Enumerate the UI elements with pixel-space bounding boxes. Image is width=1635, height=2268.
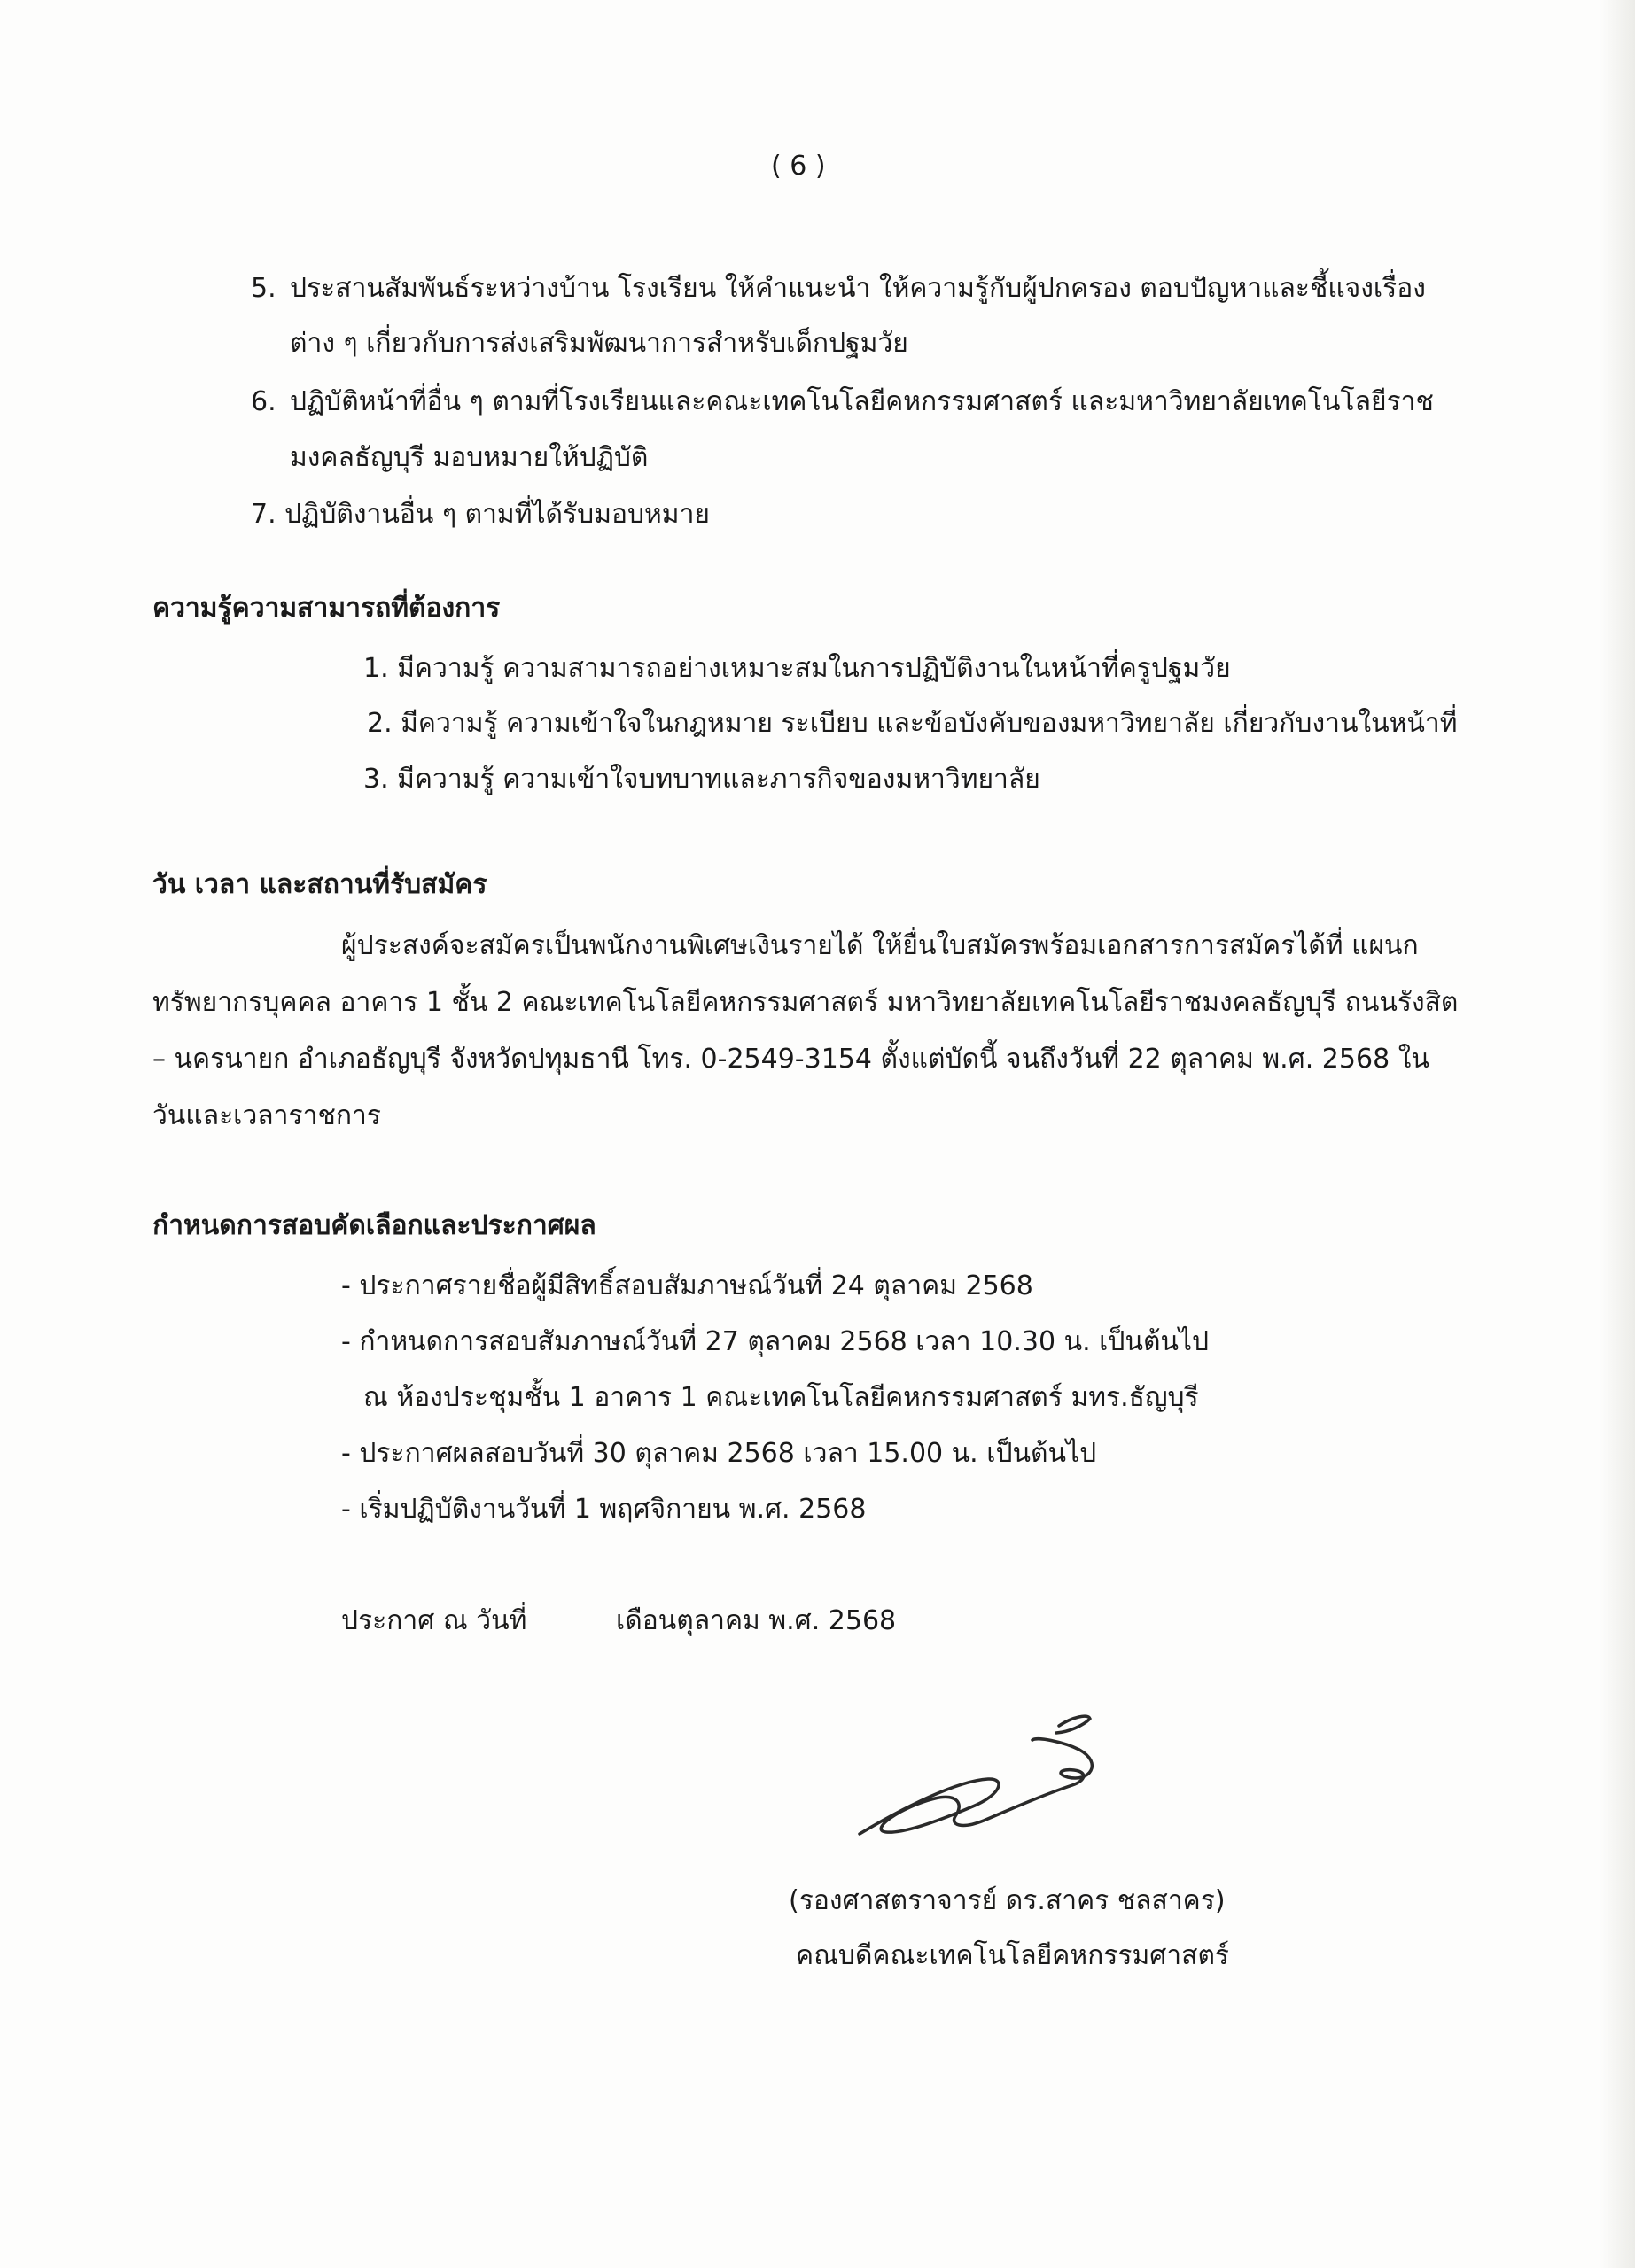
signer-title: คณบดีคณะเทคโนโลยีคหกรรมศาสตร์	[796, 1940, 1230, 1971]
application-paragraph-line: ผู้ประสงค์จะสมัครเป็นพนักงานพิเศษเงินรายได้ ให้ยื่นใบสมัครพร้อมเอกสารการสมัครได้ที่ แผนก	[341, 930, 1419, 961]
duty-item-6: 6. ปฏิบัติหน้าที่อื่น ๆ ตามที่โรงเรียนและคณะเทคโนโลยีคหกรรมศาสตร์ และมหาวิทยาลัยเทคโนโลยีราช	[251, 386, 1434, 417]
duty-item-5: 5. ประสานสัมพันธ์ระหว่างบ้าน โรงเรียน ให้คำแนะนำ ให้ความรู้กับผู้ปกครอง ตอบปัญหาและชี้แจงเรื่อง	[251, 273, 1426, 304]
knowledge-item: 2. มีความรู้ ความเข้าใจในกฎหมาย ระเบียบ และข้อบังคับของมหาวิทยาลัย เกี่ยวกับงานในหน้าที่	[367, 708, 1458, 739]
application-paragraph-line: – นครนายก อำเภอธัญบุรี จังหวัดปทุมธานี โทร. 0-2549-3154 ตั้งแต่บัดนี้ จนถึงวันที่ 22 ตุลาคม พ.ศ. 2568 ใน	[152, 1044, 1429, 1075]
schedule-item-cont: ณ ห้องประชุมชั้น 1 อาคาร 1 คณะเทคโนโลยีคหกรรมศาสตร์ มทร.ธัญบุรี	[363, 1382, 1199, 1413]
application-heading: วัน เวลา และสถานที่รับสมัคร	[152, 869, 487, 900]
schedule-item: - กำหนดการสอบสัมภาษณ์วันที่ 27 ตุลาคม 2568 เวลา 10.30 น. เป็นต้นไป	[341, 1326, 1210, 1357]
schedule-heading: กำหนดการสอบคัดเลือกและประกาศผล	[152, 1210, 596, 1241]
schedule-item: - เริ่มปฏิบัติงานวันที่ 1 พฤศจิกายน พ.ศ. 2568	[341, 1494, 867, 1525]
signer-name: (รองศาสตราจารย์ ดร.สาคร ชลสาคร)	[789, 1885, 1226, 1916]
schedule-item: - ประกาศผลสอบวันที่ 30 ตุลาคม 2568 เวลา 15.00 น. เป็นต้นไป	[341, 1438, 1097, 1469]
announce-month-year: เดือนตุลาคม พ.ศ. 2568	[616, 1605, 897, 1636]
knowledge-heading: ความรู้ความสามารถที่ต้องการ	[152, 593, 501, 624]
page-number: ( 6 )	[771, 151, 826, 182]
duty-item-7: 7. ปฏิบัติงานอื่น ๆ ตามที่ได้รับมอบหมาย	[251, 499, 711, 530]
knowledge-item: 3. มีความรู้ ความเข้าใจบทบาทและภารกิจของมหาวิทยาลัย	[363, 764, 1040, 795]
application-paragraph-line: ทรัพยากรบุคคล อาคาร 1 ชั้น 2 คณะเทคโนโลยีคหกรรมศาสตร์ มหาวิทยาลัยเทคโนโลยีราชมงคลธัญบุรี ถนนรังสิต	[152, 987, 1459, 1018]
scan-edge-shadow	[1600, 0, 1635, 2268]
knowledge-item: 1. มีความรู้ ความสามารถอย่างเหมาะสมในการปฏิบัติงานในหน้าที่ครูปฐมวัย	[363, 653, 1231, 684]
announce-date-label: ประกาศ ณ วันที่	[341, 1605, 527, 1636]
schedule-item: - ประกาศรายชื่อผู้มีสิทธิ์สอบสัมภาษณ์วันที่ 24 ตุลาคม 2568	[341, 1270, 1033, 1301]
signature-image	[851, 1701, 1134, 1860]
application-paragraph-line: วันและเวลาราชการ	[152, 1100, 381, 1131]
duty-item-6-cont: มงคลธัญบุรี มอบหมายให้ปฏิบัติ	[290, 442, 649, 473]
duty-item-5-cont: ต่าง ๆ เกี่ยวกับการส่งเสริมพัฒนาการสำหรับเด็กปฐมวัย	[290, 328, 908, 359]
